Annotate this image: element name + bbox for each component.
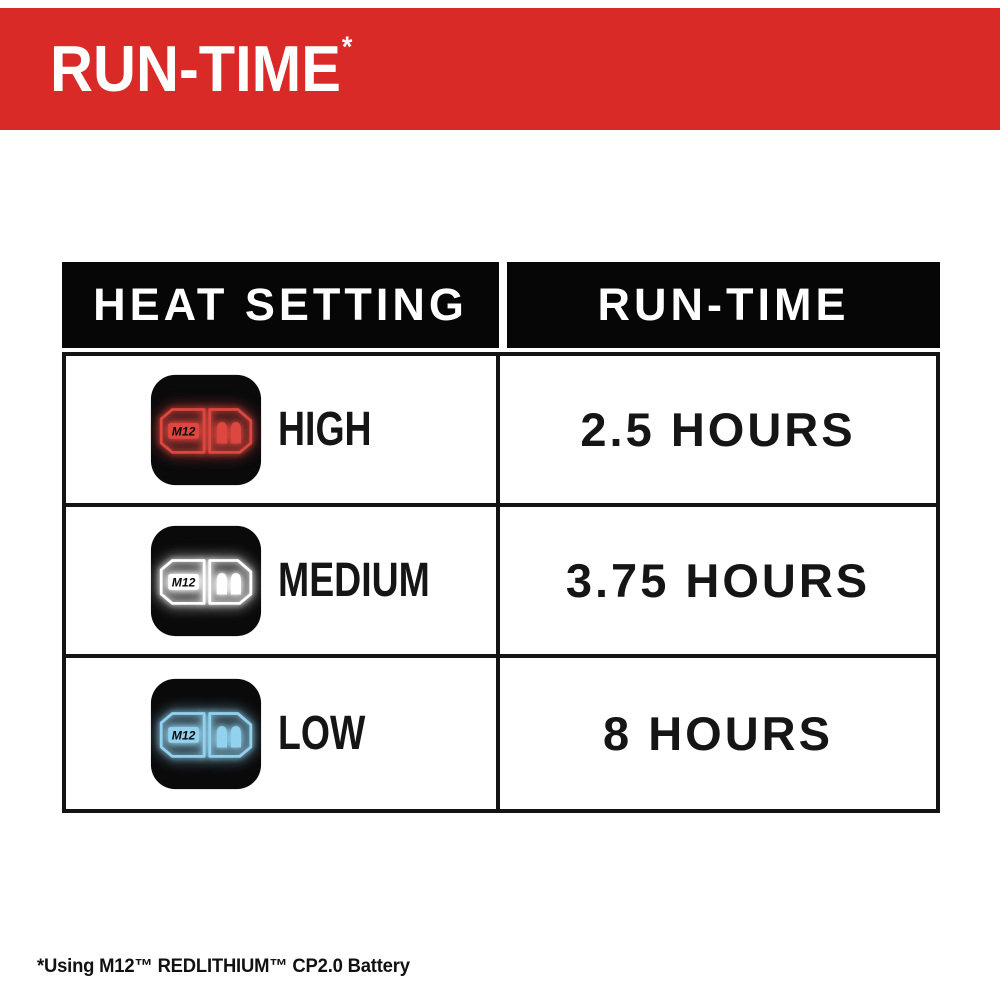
column-header-heat-setting: HEAT SETTING <box>62 262 499 348</box>
runtime-value-medium: 3.75 HOURS <box>565 554 871 607</box>
heat-setting-label-medium: MEDIUM <box>278 554 430 607</box>
runtime-cell-low <box>500 658 936 809</box>
runtime-value-high: 2.5 HOURS <box>580 403 856 456</box>
column-header-run-time: RUN-TIME <box>507 262 940 348</box>
table-row-high <box>66 356 936 507</box>
m12-heat-controller-icon-medium <box>150 525 262 637</box>
table-row-medium <box>66 507 936 658</box>
page-title-text: RUN-TIME <box>50 33 341 105</box>
runtime-cell-medium <box>500 507 936 654</box>
m12-badge-label: M12 <box>171 728 196 743</box>
runtime-cell-high <box>500 356 936 503</box>
m12-badge-label: M12 <box>171 424 196 439</box>
table-body <box>62 352 940 813</box>
runtime-table <box>62 262 940 813</box>
m12-heat-controller-icon-high <box>150 374 262 486</box>
m12-heat-controller-icon-low <box>150 678 262 790</box>
runtime-value-low: 8 HOURS <box>603 707 833 760</box>
page-title <box>50 32 351 106</box>
footnote: *Using M12™ REDLITHIUM™ CP2.0 Battery <box>37 956 410 977</box>
heat-setting-cell-medium <box>66 507 500 654</box>
table-row-low <box>66 658 936 809</box>
footnote-marker: * <box>341 30 353 63</box>
heat-setting-label-low: LOW <box>278 707 366 760</box>
banner <box>0 8 1000 130</box>
heat-setting-label-high: HIGH <box>278 403 372 456</box>
m12-badge-label: M12 <box>171 575 196 590</box>
heat-setting-cell-low <box>66 658 500 809</box>
heat-setting-cell-high <box>66 356 500 503</box>
table-header-row <box>62 262 940 348</box>
